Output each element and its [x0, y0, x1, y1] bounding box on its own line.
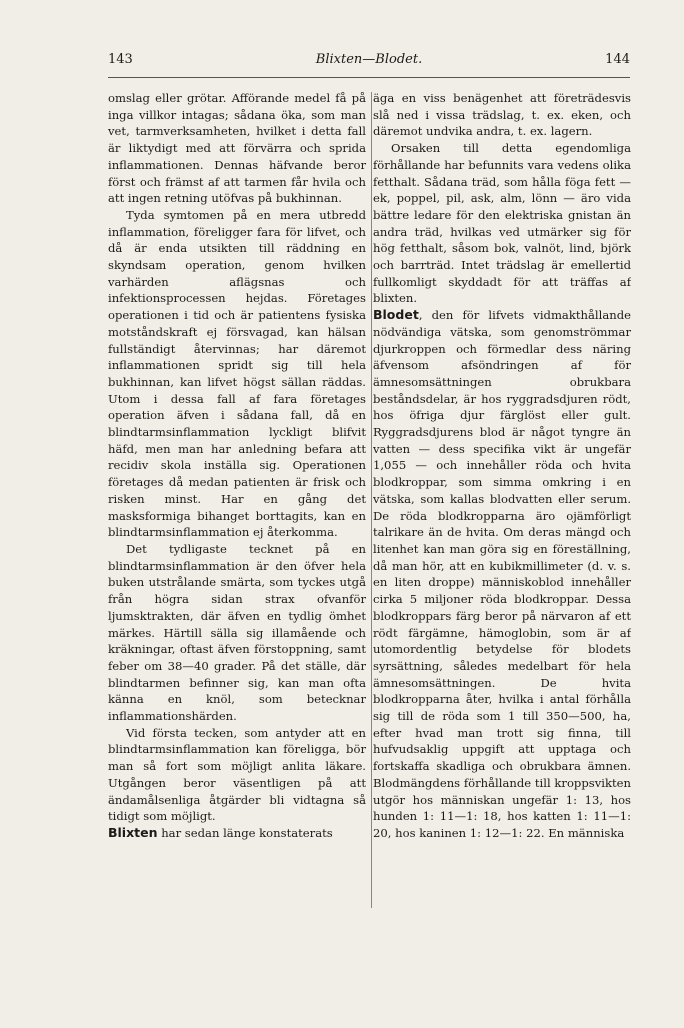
entry-keyword-blodet: Blodet	[373, 307, 419, 323]
right-paragraph-3-text: , den för lifvets vidmakthållande nödvändiga vätska, som genomströmmar djurkroppen och förmedlar dess näring äfvensom afsöndringen af för ämnesomsättningen obrukbara beståndsdelar, är hos ryggradsdjuren rödt, hos öfriga djur färglöst eller gult. Ryggradsdjurens blod är något tyngre än vatten — dess specifika vikt är ungefär 1,055 — och innehåller röda och hvita blodkroppar, som simma omkring i en vätska, som kallas blodvatten eller serum. De röda blodkropparna äro ojämförligt talrikare än de hvita. Om deras mängd och litenhet kan man göra sig en föreställning, då man hör, att en kubikmillimeter (d. v. s. en liten droppe) människoblod innehåller cirka 5 miljoner röda blodkroppar. Dessa blodkroppars färg beror på närvaron af ett rödt färgämne, hämoglobin, som är af utomordentlig betydelse för blodets syrsättning, således medelbart för hela ämnesomsättningen. De hvita blodkropparna åter, hvilka i antal förhålla sig till de röda som 1 till 350—500, ha, efter hvad man trott sig finna, till hufvudsaklig uppgift att upptaga och fortskaffa skadliga och obrukbara ämnen. Blodmängdens förhållande till kroppsvikten utgör hos människan ungefär 1: 13, hos hunden 1: 11—1: 18, hos katten 1: 11—1: 20, hos kaninen 1: 12—1: 22. En människa	[373, 308, 631, 840]
right-paragraph-1: äga en viss benägenhet att företrädesvis slå ned i vissa trädslag, t. ex. eken, och däremot undvika andra, t. ex. lagern.	[373, 91, 631, 139]
right-paragraph-2: Orsaken till detta egendomliga förhållande har befunnits vara vedens olika fetthalt. Sådana träd, som hålla föga fett — ek, poppel, pil, ask, alm, lönn — äro vida bättre ledare för den elektriska gnistan än andra träd, hvilkas ved utmärker sig för hög fetthalt, såsom bok, valnöt, lind, björk och barrträd. Intet trädslag är emellertid fullkomligt skyddadt för att träffas af blixten.	[373, 141, 631, 306]
left-paragraph-1: omslag eller grötar. Afförande medel få på inga villkor intagas; sådana öka, som man vet, tarmverksamheten, hvilket i detta fall är liktydigt med att förvärra och sprida inflammationen. Dennas häfvande beror först och främst af att tarmen får hvila och att ingen retning utöfvas på bukhinnan.	[108, 91, 366, 206]
left-page-number: 143	[108, 52, 133, 67]
entry-keyword-blixten: Blixten	[108, 824, 158, 840]
right-column	[373, 90, 631, 912]
left-column	[108, 90, 366, 912]
right-page-number: 144	[605, 52, 630, 67]
left-paragraph-5	[108, 825, 366, 842]
right-paragraph-3	[373, 307, 631, 842]
page-header	[108, 52, 630, 76]
running-title: Blixten—Blodet.	[315, 52, 423, 67]
left-paragraph-5-text: har sedan länge konstaterats	[157, 825, 333, 840]
header-rule	[108, 77, 630, 78]
left-paragraph-4: Vid första tecken, som antyder att en blindtarmsinflammation kan föreligga, bör man så fort som möjligt anlita läkare. Utgången beror väsentligen på att ändamålsenliga åtgärder bli vidtagna så tidigt som möjligt.	[108, 725, 366, 824]
left-paragraph-3: Det tydligaste tecknet på en blindtarmsinflammation är den öfver hela buken utstrålande smärta, som tyckes utgå från högra sidan strax ofvanför ljumsktrakten, där äfven en tydlig ömhet märkes. Härtill sälla sig illamående och kräkningar, oftast äfven förstoppning, samt feber om 38—40 grader. På det ställe, där blindtarmen befinner sig, kan man ofta känna en knöl, som betecknar inflammationshärden.	[108, 541, 366, 724]
left-paragraph-2: Tyda symtomen på en mera utbredd inflammation, föreligger fara för lifvet, och då är enda utsikten till räddning en skyndsam operation, genom hvilken varhärden aflägsnas och infektionsprocessen hejdas. Företages operationen i tid och är patientens fysiska motståndskraft ej försvagad, kan hälsan fullständigt återvinnas; har däremot inflammationen spridt sig till hela bukhinnan, kan lifvet högst sällan räddas. Utom i dessa fall af fara företages operation äfven i sådana fall, då en blindtarmsinflammation lyckligt blifvit häfd, men man har anledning befara att recidiv skola inställa sig. Operationen företages då medan patienten är frisk och risken minst. Har en gång det masksformiga bihanget borttagits, kan en blindtarmsinflammation ej återkomma.	[108, 207, 366, 540]
column-divider	[371, 92, 372, 908]
